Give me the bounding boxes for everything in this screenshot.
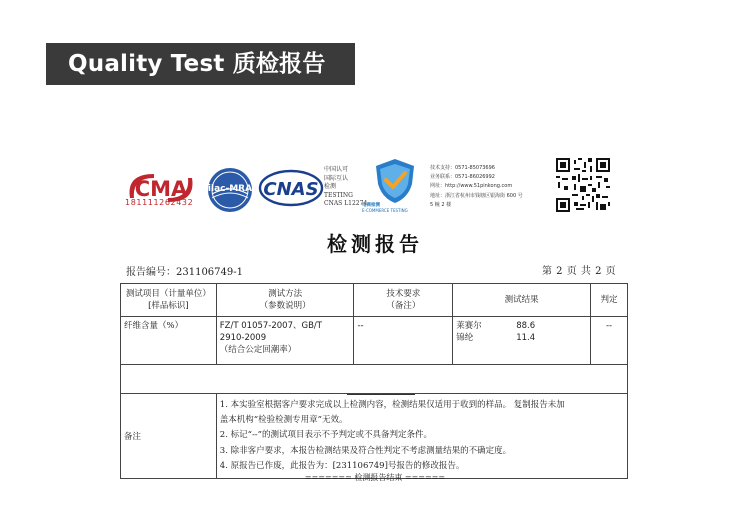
contact-info — [430, 164, 523, 210]
header-result — [453, 284, 591, 317]
cnas-info-line: CNAS L12274 — [324, 200, 368, 208]
table-remarks-row — [121, 394, 628, 479]
result-line — [456, 332, 587, 344]
table-header-row — [121, 284, 628, 317]
contact-line: 5 幢 2 楼 — [430, 201, 452, 208]
contact-line: 业务联系：0571-86026992 — [430, 174, 495, 181]
shield-label: 电商检测 — [362, 203, 380, 208]
fiber-value: 88.6 — [516, 321, 536, 331]
table-row — [121, 317, 628, 365]
cell-requirement: -- — [354, 317, 453, 365]
separator-line — [347, 394, 415, 395]
header-line: 技术要求 — [386, 289, 421, 299]
header-requirement — [354, 284, 453, 317]
contact-line: 地址：浙江省杭州市钱塘区银海街 600 号 — [430, 192, 523, 199]
method-line: FZ/T 01057-2007、GB/T — [219, 321, 322, 331]
result-line — [456, 320, 587, 332]
header-verdict — [591, 284, 628, 317]
header-line: 判定 — [600, 295, 618, 305]
header-test-method — [216, 284, 354, 317]
remark-line: 2. 标记“--”的测试项目表示不予判定或不具备判定条件。 — [219, 430, 433, 441]
ilac-text: ilac-MRA — [207, 184, 253, 194]
cell-item: 纤维含量（%） — [121, 317, 217, 365]
method-line: （结合公定回潮率） — [219, 345, 297, 355]
report-end-mark: ======= 检测报告结束 ====== — [304, 473, 446, 482]
cnas-info-line: 国际互认 — [324, 174, 349, 182]
cell-method — [216, 317, 354, 365]
header-line: （参数说明） — [259, 301, 311, 311]
header-line: 测试结果 — [504, 295, 539, 305]
banner-title: Quality Test 质检报告 — [46, 43, 355, 85]
report-number: 报告编号：231106749-1 — [126, 267, 244, 278]
contact-line: 技术支持：0571-85073696 — [430, 165, 495, 171]
cell-results — [453, 317, 591, 365]
fiber-name: 莱赛尔 — [456, 321, 482, 331]
cma-text: CMA — [134, 177, 188, 201]
cnas-text: CNAS — [263, 179, 319, 200]
cnas-info — [324, 166, 367, 209]
page-info: 第 2 页 共 2 页 — [542, 266, 617, 277]
header-line: （备注） — [386, 301, 421, 311]
header-line: 测试方法 — [268, 289, 303, 299]
shield-check-icon — [370, 156, 420, 206]
cnas-info-line: 中国认可 — [324, 166, 349, 173]
header-line: [样品标识] — [148, 301, 189, 311]
cnas-info-line: 检测 — [324, 183, 337, 191]
report-table — [120, 283, 628, 479]
remark-line: 盖本机构“检验检测专用章”无效。 — [219, 415, 348, 426]
fiber-name: 锦纶 — [456, 333, 474, 343]
header-test-item — [121, 284, 217, 317]
qr-code-icon — [556, 158, 610, 212]
cnas-info-line: TESTING — [324, 191, 353, 199]
remarks-label: 备注 — [121, 394, 217, 479]
method-line: 2910-2009 — [219, 333, 267, 343]
remark-line: 4. 原报告已作废，此报告为：[231106749]号报告的修改报告。 — [219, 460, 465, 471]
document-title: 检测报告 — [327, 232, 423, 256]
contact-line: 网址：http://www.51pinkong.com — [430, 183, 513, 190]
table-blank-row — [121, 365, 628, 394]
shield-sub-label: E-COMMERCE TESTING — [362, 208, 408, 213]
remarks-content — [216, 394, 627, 479]
header-line: 测试项目（计量单位） — [125, 289, 211, 299]
cma-number: 181111262432 — [125, 198, 194, 207]
fiber-value: 11.4 — [516, 333, 536, 343]
remark-line: 3. 除非客户要求，本报告检测结果及符合性判定不考虑测量结果的不确定度。 — [219, 445, 512, 456]
cnas-logo — [258, 168, 324, 208]
blank-cell — [121, 365, 628, 394]
cell-verdict: -- — [591, 317, 628, 365]
remark-line: 1. 本实验室根据客户要求完成以上检测内容，检测结果仅适用于收到的样品。 复制报告未加 — [219, 400, 565, 410]
ilac-mra-logo — [206, 166, 254, 214]
report-header-logos — [120, 150, 640, 220]
